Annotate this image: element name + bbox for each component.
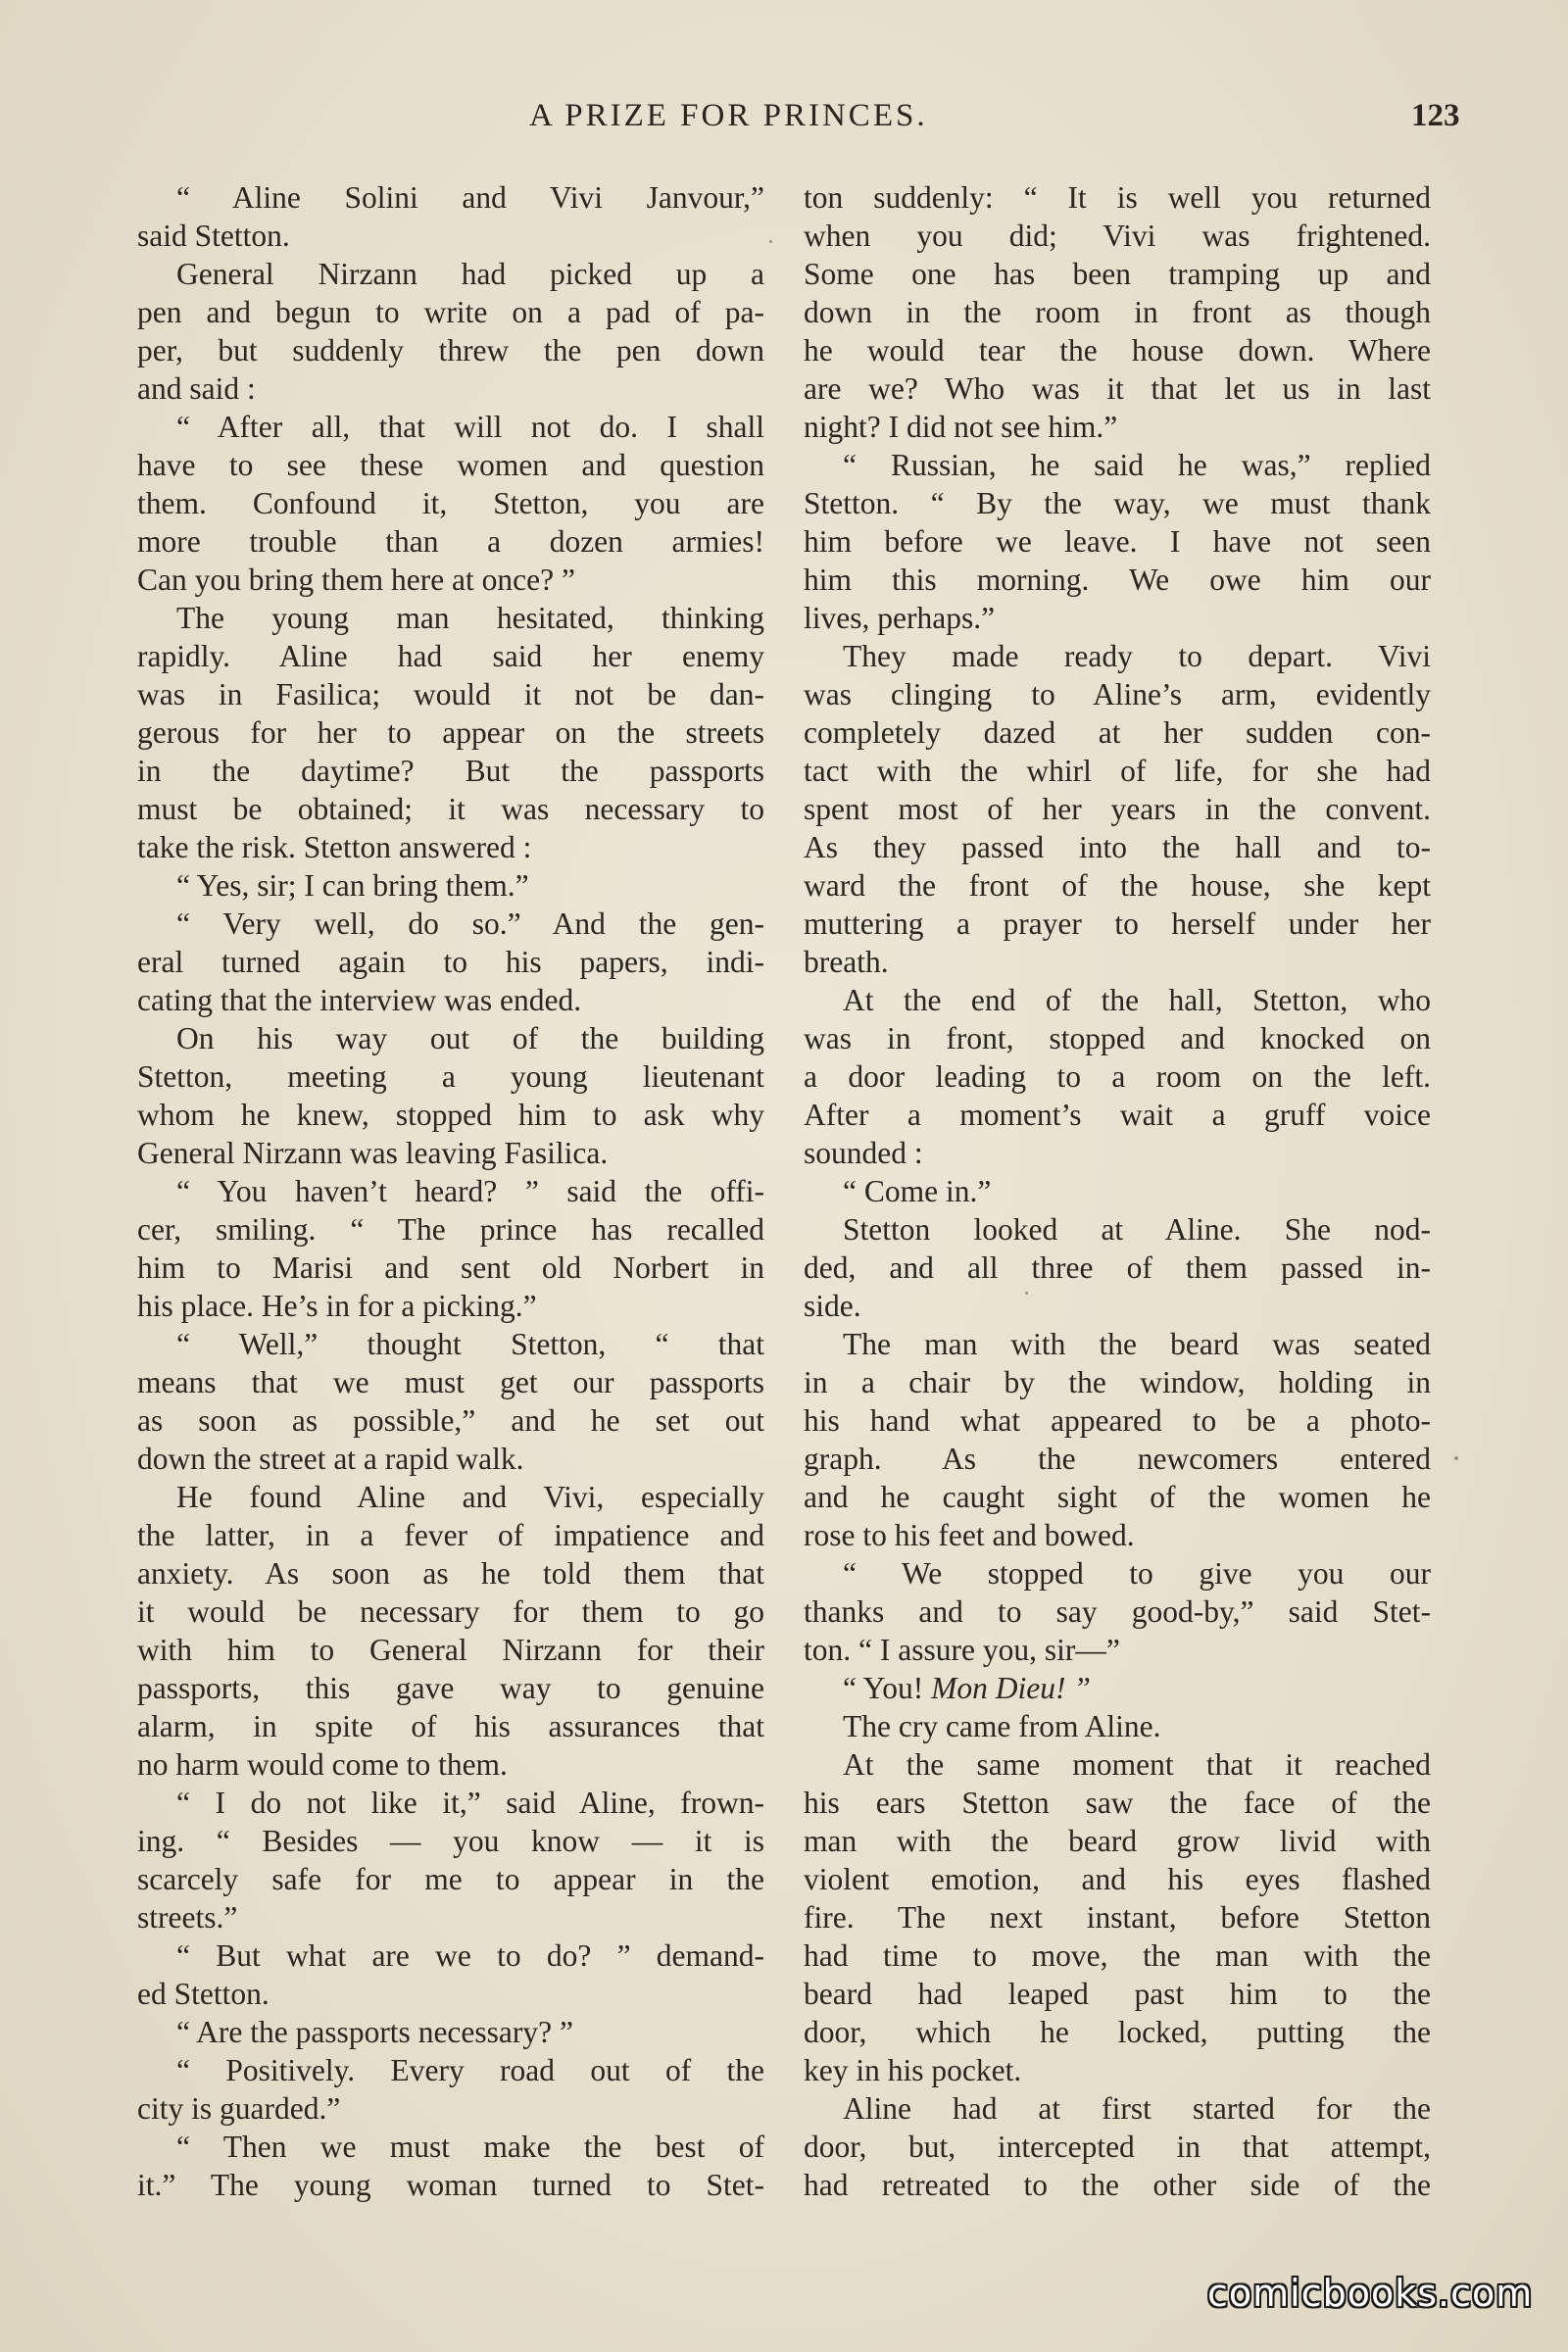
text-line [137,1860,764,1898]
text-line [137,1898,764,1936]
text-line [804,1669,1431,1707]
paper-speck [769,240,772,243]
text-line-content: At the end of the hall, Stetton, who [843,983,1431,1017]
text-line-content: pen and begun to write on a pad of pa- [137,295,764,329]
text-line-content: “ Then we must make the best of [176,2130,764,2164]
text-line [804,713,1431,752]
text-line [804,790,1431,828]
text-line [804,1592,1431,1631]
text-line [137,675,764,713]
text-line [137,1936,764,1975]
text-line-content: “ Yes, sir; I can bring them.” [176,868,529,903]
text-line [137,1287,764,1325]
text-line-content: “ Well,” thought Stetton, “ that [176,1327,764,1361]
text-line [804,1936,1431,1975]
text-line-content: in the daytime? But the passports [137,754,764,788]
text-line-content: “ I do not like it,” said Aline, frown- [176,1786,764,1820]
page-number: 123 [1411,98,1460,133]
text-line-content: said Stetton. [137,219,290,253]
text-line [804,561,1431,599]
text-line-content: “ You! [843,1671,932,1705]
text-line-content: “ Come in.” [843,1174,992,1208]
text-line [137,1516,764,1554]
text-line-content: key in his pocket. [804,2053,1022,2087]
text-line-content: alarm, in spite of his assurances that [137,1709,764,1743]
text-line-content: gerous for her to appear on the streets [137,715,764,750]
text-line-content: it would be necessary for them to go [137,1594,764,1629]
text-line [137,1057,764,1096]
text-line-content: General Nirzann was leaving Fasilica. [137,1136,609,1170]
text-line [137,369,764,408]
text-line [804,1745,1431,1784]
text-line [804,1363,1431,1401]
right-text-column [804,178,1431,2204]
text-line-content: ded, and all three of them passed in- [804,1250,1431,1285]
text-line [137,828,764,866]
text-line [804,2128,1431,2166]
text-line-content: anxiety. As soon as he told them that [137,1556,764,1591]
text-line-content: his hand what appeared to be a photo- [804,1403,1431,1438]
text-line-content: “ Positively. Every road out of the [176,2053,764,2087]
text-line-content: in a chair by the window, holding in [804,1365,1431,1399]
text-line-content: ed Stetton. [137,1977,270,2011]
text-line [804,217,1431,255]
text-line-content: ward the front of the house, she kept [804,868,1431,903]
text-line [804,1401,1431,1440]
text-line [137,2051,764,2089]
text-line-content: As they passed into the hall and to- [804,830,1431,864]
text-line [137,178,764,217]
text-line-content: ing. “ Besides — you know — it is [137,1824,764,1858]
text-line-content: graph. As the newcomers entered [804,1442,1431,1476]
text-line [137,2166,764,2204]
text-line [137,1325,764,1363]
text-line [804,2089,1431,2128]
text-line [137,1210,764,1249]
text-line-content: sounded : [804,1136,923,1170]
text-line [804,866,1431,905]
text-line [804,1516,1431,1554]
text-line-content: when you did; Vivi was frightened. [804,219,1431,253]
text-line-content: On his way out of the building [176,1021,764,1055]
text-line [137,2013,764,2051]
running-title: A PRIZE FOR PRINCES. [529,98,928,133]
text-line-content: it.” The young woman turned to Stet- [137,2168,764,2202]
text-line [804,408,1431,446]
text-line [137,752,764,790]
text-line [804,1440,1431,1478]
text-line [137,1134,764,1172]
text-line [804,905,1431,943]
text-line-content: was in Fasilica; would it not be dan- [137,677,764,711]
text-line [137,866,764,905]
text-line [137,713,764,752]
text-line-content: him before we leave. I have not seen [804,524,1431,559]
running-header [0,98,1568,147]
text-line-content: scarcely safe for me to appear in the [137,1862,764,1896]
text-line [137,1631,764,1669]
text-line [137,1975,764,2013]
text-line-content: They made ready to depart. Vivi [843,639,1431,673]
text-line-content: “ But what are we to do? ” demand- [176,1938,764,1973]
text-line-content: more trouble than a dozen armies! [137,524,764,559]
text-line-content: Stetton. “ By the way, we must thank [804,486,1431,520]
text-line [804,178,1431,217]
text-line [804,1554,1431,1592]
text-line-content: The young man hesitated, thinking [176,601,764,635]
text-line [137,1554,764,1592]
text-line-content: lives, perhaps.” [804,601,996,635]
text-line [137,561,764,599]
text-line-content: his place. He’s in for a picking.” [137,1289,537,1323]
text-line-content: tact with the whirl of life, for she had [804,754,1431,788]
text-line-content: fire. The next instant, before Stetton [804,1900,1431,1935]
text-line [804,1707,1431,1745]
text-line-content: side. [804,1289,861,1323]
text-line-content: rapidly. Aline had said her enemy [137,639,764,673]
text-line-content: “ Aline Solini and Vivi Janvour,” [176,180,764,215]
text-line [804,752,1431,790]
text-line [804,1325,1431,1363]
text-line [137,790,764,828]
text-line [804,1096,1431,1134]
text-line-content: the latter, in a fever of impatience and [137,1518,764,1552]
text-line-content: “ Very well, do so.” And the gen- [176,906,764,941]
text-line [137,255,764,293]
italic-text: Mon Dieu! ” [931,1671,1091,1705]
text-line-content: must be obtained; it was necessary to [137,792,764,826]
text-line-content: a door leading to a room on the left. [804,1059,1431,1094]
text-line [804,675,1431,713]
text-line [137,1363,764,1401]
text-line-content: door, but, intercepted in that attempt, [804,2130,1431,2164]
text-line-content: General Nirzann had picked up a [176,257,764,291]
text-line [137,905,764,943]
text-line-content: Stetton looked at Aline. She nod- [843,1212,1431,1247]
text-line [804,522,1431,561]
text-line [137,1745,764,1784]
text-line-content: breath. [804,945,889,979]
text-line [804,446,1431,484]
text-line-content: door, which he locked, putting the [804,2015,1431,2049]
text-line [804,943,1431,981]
site-watermark: comicbooks.com [1207,2272,1534,2315]
text-line-content: Some one has been tramping up and [804,257,1431,291]
text-line-content: “ Are the passports necessary? ” [176,2015,573,2049]
text-line [804,2013,1431,2051]
left-text-column [137,178,764,2204]
text-line [137,637,764,675]
text-line-content: rose to his feet and bowed. [804,1518,1135,1552]
text-line-content: means that we must get our passports [137,1365,764,1399]
text-line [804,1631,1431,1669]
text-line [137,1669,764,1707]
text-line-content: The man with the beard was seated [843,1327,1431,1361]
text-line-content: completely dazed at her sudden con- [804,715,1431,750]
text-line [137,1592,764,1631]
text-line [804,981,1431,1019]
text-line [137,2089,764,2128]
text-line [137,484,764,522]
text-line-content: and said : [137,371,256,406]
text-line-content: him this morning. We owe him our [804,563,1431,597]
text-line-content: Can you bring them here at once? ” [137,563,575,597]
text-line [804,1210,1431,1249]
text-line-content: He found Aline and Vivi, especially [176,1480,764,1514]
text-line-content: At the same moment that it reached [843,1747,1431,1782]
text-line-content: was clinging to Aline’s arm, evidently [804,677,1431,711]
text-line [804,1287,1431,1325]
text-line [804,1822,1431,1860]
text-line-content: man with the beard grow livid with [804,1824,1431,1858]
text-line [804,1134,1431,1172]
text-line [804,1478,1431,1516]
text-line [804,484,1431,522]
text-line [804,369,1431,408]
text-line-content: and he caught sight of the women he [804,1480,1431,1514]
text-line [137,1822,764,1860]
text-line [137,981,764,1019]
text-line-content: per, but suddenly threw the pen down [137,333,764,368]
text-line [804,255,1431,293]
text-line [137,1249,764,1287]
text-line-content: “ Russian, he said he was,” replied [843,448,1431,482]
text-line [137,408,764,446]
text-line-content: “ We stopped to give you our [843,1556,1431,1591]
text-line-content: muttering a prayer to herself under her [804,906,1431,941]
text-line-content: them. Confound it, Stetton, you are [137,486,764,520]
text-line-content: “ You haven’t heard? ” said the offi- [176,1174,764,1208]
text-line-content: cating that the interview was ended. [137,983,582,1017]
text-line [804,828,1431,866]
text-line-content: violent emotion, and his eyes flashed [804,1862,1431,1896]
text-line [137,522,764,561]
text-line [804,1249,1431,1287]
text-line [137,943,764,981]
text-line-content: down in the room in front as though [804,295,1431,329]
text-line-content: with him to General Nirzann for their [137,1633,764,1667]
text-line [137,217,764,255]
paper-speck [1454,1456,1458,1460]
text-line [804,1057,1431,1096]
text-line-content: “ After all, that will not do. I shall [176,410,764,444]
paper-speck [1025,1292,1028,1295]
text-line [137,1096,764,1134]
text-line [137,2128,764,2166]
text-line-content: no harm would come to them. [137,1747,508,1782]
text-line-content: are we? Who was it that let us in last [804,371,1431,406]
text-line [137,1019,764,1057]
text-line-content: eral turned again to his papers, indi- [137,945,764,979]
text-line-content: ton suddenly: “ It is well you returned [804,180,1431,215]
text-line-content: night? I did not see him.” [804,410,1118,444]
text-line-content: he would tear the house down. Where [804,333,1431,368]
text-line-content: streets.” [137,1900,238,1935]
text-line-content: have to see these women and question [137,448,764,482]
text-line [804,1898,1431,1936]
text-line [137,1784,764,1822]
text-line-content: After a moment’s wait a gruff voice [804,1098,1431,1132]
text-line-content: spent most of her years in the convent. [804,792,1431,826]
text-line-content: thanks and to say good-by,” said Stet- [804,1594,1431,1629]
text-line-content: city is guarded.” [137,2091,341,2126]
text-line [804,293,1431,331]
text-line-content: had retreated to the other side of the [804,2168,1431,2202]
text-line-content: him to Marisi and sent old Norbert in [137,1250,764,1285]
text-line [804,2166,1431,2204]
text-line [804,637,1431,675]
text-line-content: as soon as possible,” and he set out [137,1403,764,1438]
text-line [804,1860,1431,1898]
text-line [804,1975,1431,2013]
text-line-content: had time to move, the man with the [804,1938,1431,1973]
text-line [804,1019,1431,1057]
text-line-content: take the risk. Stetton answered : [137,830,532,864]
text-line [804,331,1431,369]
text-line-content: The cry came from Aline. [843,1709,1161,1743]
text-line [804,2051,1431,2089]
text-line [137,446,764,484]
text-line [804,1784,1431,1822]
text-line-content: his ears Stetton saw the face of the [804,1786,1431,1820]
text-line [137,1172,764,1210]
text-line [137,599,764,637]
text-line-content: was in front, stopped and knocked on [804,1021,1431,1055]
text-line [804,599,1431,637]
text-line-content: down the street at a rapid walk. [137,1442,524,1476]
text-line-content: whom he knew, stopped him to ask why [137,1098,764,1132]
text-line [137,1401,764,1440]
text-line-content: ton. “ I assure you, sir—” [804,1633,1120,1667]
text-line-content: passports, this gave way to genuine [137,1671,764,1705]
text-line [137,293,764,331]
text-line [137,1707,764,1745]
text-line [137,331,764,369]
text-line-content: beard had leaped past him to the [804,1977,1431,2011]
text-line [137,1478,764,1516]
text-line [137,1440,764,1478]
text-line-content: Aline had at first started for the [843,2091,1431,2126]
text-line-content: cer, smiling. “ The prince has recalled [137,1212,764,1247]
text-line [804,1172,1431,1210]
text-line-content: Stetton, meeting a young lieutenant [137,1059,764,1094]
